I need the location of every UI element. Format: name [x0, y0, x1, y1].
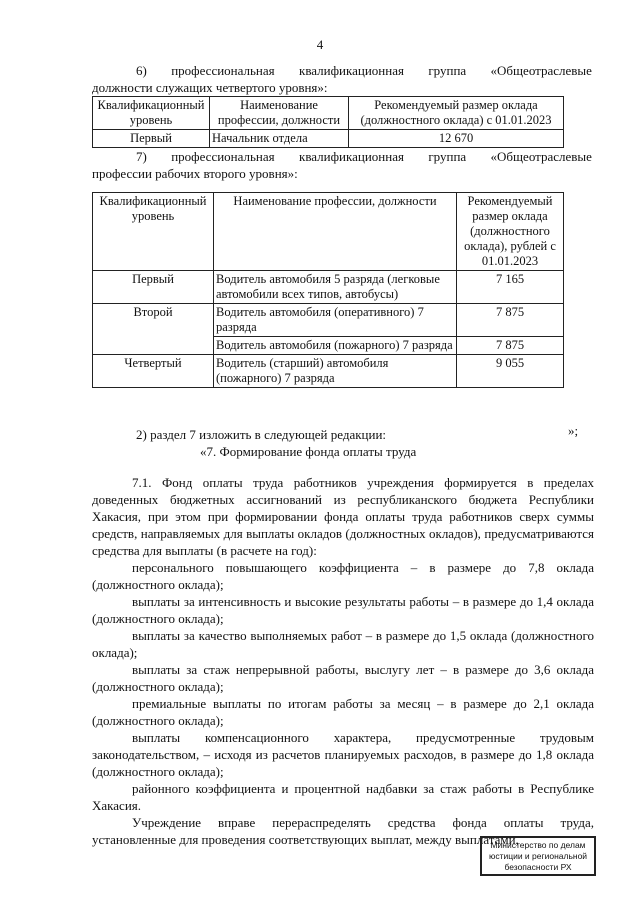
cell-position: Водитель (старший) автомобиля (пожарного) 7 разряда: [214, 355, 457, 388]
paragraph: выплаты за качество выполняемых работ – в размере до 1,5 оклада (должностного оклада);: [92, 628, 594, 660]
table-row: [93, 355, 564, 388]
body-text: [92, 474, 594, 848]
cell-position: Водитель автомобиля 5 разряда (легковые автомобили всех типов, автобусы): [214, 271, 457, 304]
item7-word: квалификационная: [299, 149, 404, 164]
header-level: Квалификационный уровень: [93, 193, 214, 271]
stamp-line: Министерство по делам: [490, 840, 586, 850]
cell-salary: 7 875: [457, 304, 564, 337]
cell-position: Начальник отдела: [210, 130, 349, 148]
table-qualification-servants: [92, 96, 564, 148]
cell-salary: 9 055: [457, 355, 564, 388]
stamp-line: юстиции и региональной: [488, 851, 588, 861]
table-row: [93, 304, 564, 337]
item7-word: 7): [136, 149, 147, 164]
section-heading: «7. Формирование фонда оплаты труда: [200, 444, 417, 459]
header-position: Наименование профессии, должности: [214, 193, 457, 271]
paragraph: Учреждение вправе перераспределять средства фонда оплаты труда, установленные для проведения соответствующих выплат, между выплатами,: [92, 815, 594, 847]
paragraph: выплаты за стаж непрерывной работы, выслугу лет – в размере до 3,6 оклада (должностного оклада);: [92, 662, 594, 694]
item6-word: «Общеотраслевые: [490, 63, 592, 78]
cell-level: Второй: [93, 304, 214, 355]
item7-line2: профессии рабочих второго уровня»:: [92, 166, 298, 181]
cell-salary: 7 875: [457, 337, 564, 355]
header-level: Квалификационный уровень: [93, 97, 210, 130]
stamp-line: безопасности РХ: [504, 862, 572, 872]
paragraph: выплаты за интенсивность и высокие результаты работы – в размере до 1,4 оклада (должностного оклада);: [92, 594, 594, 626]
cell-position: Водитель автомобиля (оперативного) 7 разряда: [214, 304, 457, 337]
section-intro: 2) раздел 7 изложить в следующей редакции:: [136, 427, 387, 442]
item7-word: группа: [428, 149, 467, 164]
paragraph: 7.1. Фонд оплаты труда работников учреждения формируется в пределах доведенных бюджетных ассигнований из республиканского бюджета Республики Хакасия, при этом при формировании фонда оплаты труда работников сверх суммы средств, направляемых для выплаты окладов (должностных окладов), предусматриваются средства для выплаты (в расчете на год):: [92, 475, 594, 558]
cell-position: Водитель автомобиля (пожарного) 7 разряда: [214, 337, 457, 355]
table-header-row: [93, 193, 564, 271]
header-salary: Рекомендуемый размер оклада (должностного оклада), рублей с 01.01.2023: [457, 193, 564, 271]
paragraph: премиальные выплаты по итогам работы за месяц – в размере до 2,1 оклада (должностного оклада);: [92, 696, 594, 728]
item6-word: группа: [428, 63, 467, 78]
table-end-mark: »;: [568, 423, 579, 438]
paragraph: районного коэффициента и процентной надбавки за стаж работы в Республике Хакасия.: [92, 781, 594, 813]
item6-word: профессиональная: [171, 63, 275, 78]
table-header-row: [93, 97, 564, 130]
table-row: [93, 271, 564, 304]
cell-level: Первый: [93, 271, 214, 304]
cell-level: Четвертый: [93, 355, 214, 388]
item7-word: профессиональная: [171, 149, 275, 164]
item6-word: 6): [136, 63, 147, 78]
table-qualification-workers: [92, 192, 564, 388]
table-row: [93, 130, 564, 148]
ministry-stamp: [480, 836, 596, 876]
header-position: Наименование профессии, должности: [210, 97, 349, 130]
header-salary: Рекомендуемый размер оклада (должностного оклада) с 01.01.2023: [349, 97, 564, 130]
paragraph: персонального повышающего коэффициента – в размере до 7,8 оклада (должностного оклада);: [92, 560, 594, 592]
cell-salary: 7 165: [457, 271, 564, 304]
cell-level: Первый: [93, 130, 210, 148]
item7-word: «Общеотраслевые: [490, 149, 592, 164]
item6-word: квалификационная: [299, 63, 404, 78]
item6-line1: [136, 62, 592, 79]
paragraph: выплаты компенсационного характера, предусмотренные трудовым законодательством, – исходя из расчетов планируемых расходов, в размере до 1,8 оклада (должностного оклада);: [92, 730, 594, 779]
item6-line2: должности служащих четвертого уровня»:: [92, 80, 328, 95]
cell-salary: 12 670: [349, 130, 564, 148]
page-number: 4: [316, 37, 324, 52]
item7-line1: [136, 148, 592, 165]
